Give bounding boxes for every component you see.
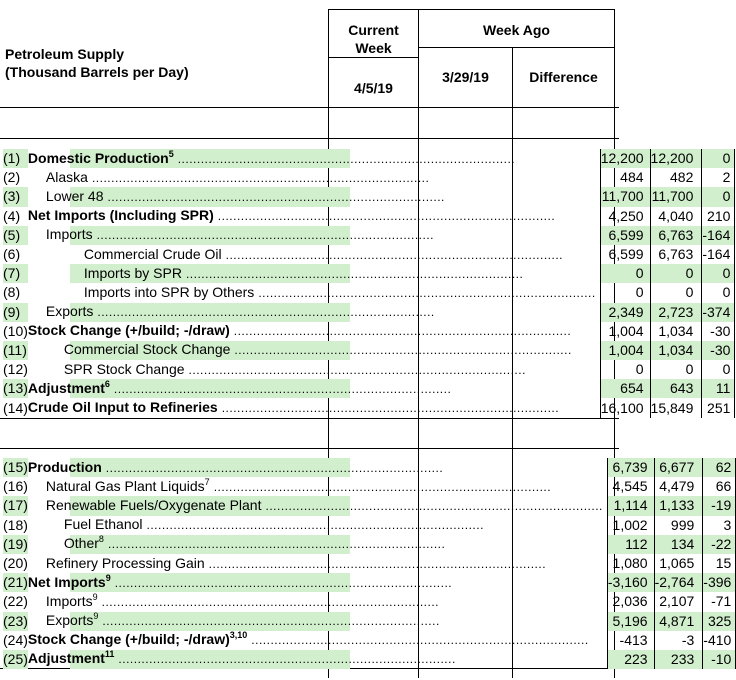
row-number: (18) bbox=[3, 516, 28, 533]
difference-value: 0 bbox=[702, 149, 735, 168]
table-row bbox=[3, 458, 736, 477]
row-label: Imports$^9$ bbox=[45, 591, 98, 609]
table-row bbox=[3, 207, 735, 226]
leader-dots: ........................................................................................ bbox=[265, 498, 603, 513]
row-number: (1) bbox=[3, 149, 28, 168]
leader-dots: ........................................................................................ bbox=[102, 614, 440, 629]
row-label-cell bbox=[28, 650, 607, 669]
table-row bbox=[3, 496, 736, 515]
current-week-value: 223 bbox=[607, 650, 654, 669]
difference-value: -374 bbox=[702, 303, 735, 322]
week-ago-value: 0 bbox=[650, 264, 702, 283]
table-row bbox=[3, 592, 736, 611]
difference-value: 3 bbox=[703, 516, 736, 535]
table-row bbox=[3, 516, 736, 535]
table-row bbox=[3, 612, 736, 631]
difference-value: 325 bbox=[703, 612, 736, 631]
week-ago-value: 4,040 bbox=[650, 207, 702, 226]
table-row bbox=[3, 168, 735, 187]
table-row bbox=[3, 477, 736, 496]
current-date: 4/5/19 bbox=[354, 80, 393, 96]
row-number: (5) bbox=[3, 226, 28, 245]
row-label-cell bbox=[28, 168, 600, 187]
row-label: Commercial Crude Oil bbox=[83, 245, 222, 262]
difference-value: -164 bbox=[702, 245, 735, 264]
current-week-value: 112 bbox=[607, 535, 654, 554]
leader-dots: ........................................................................................ bbox=[97, 305, 435, 320]
row-number: (8) bbox=[3, 284, 21, 301]
leader-dots: ........................................................................................ bbox=[225, 247, 563, 262]
difference-value: -396 bbox=[703, 573, 736, 592]
difference-value: -22 bbox=[703, 535, 736, 554]
row-label: Fuel Ethanol bbox=[63, 516, 143, 533]
current-week-value: 1,114 bbox=[607, 496, 654, 515]
leader-dots: ........................................................................................ bbox=[213, 479, 552, 494]
row-label-cell bbox=[28, 398, 600, 417]
leader-dots: ........................................................................................ bbox=[188, 362, 526, 377]
leader-dots: ........................................................................................ bbox=[208, 556, 547, 571]
week-ago-value: 15,849 bbox=[650, 398, 702, 417]
week-ago-value: 1,133 bbox=[654, 496, 703, 515]
leader-dots: ........................................................................................ bbox=[107, 537, 446, 552]
week-ago-value: 233 bbox=[654, 650, 703, 669]
difference-value: 2 bbox=[702, 168, 735, 187]
difference-value: 11 bbox=[702, 379, 735, 398]
row-label: Production bbox=[27, 458, 102, 475]
leader-dots: ........................................................................................ bbox=[91, 170, 430, 185]
row-label-cell bbox=[28, 322, 600, 341]
footnote-ref: 7 bbox=[204, 476, 210, 487]
leader-dots: ........................................................................................ bbox=[221, 401, 560, 416]
difference-value: 66 bbox=[703, 477, 736, 496]
difference-value: 0 bbox=[702, 283, 735, 302]
current-week-value: 5,196 bbox=[607, 612, 654, 631]
table-row bbox=[3, 187, 735, 206]
row-label-cell bbox=[28, 264, 600, 283]
row-label: Net Imports (Including SPR) bbox=[27, 207, 214, 224]
current-week-value: 1,002 bbox=[607, 516, 654, 535]
table-row bbox=[3, 226, 735, 245]
week-ago-value: 6,763 bbox=[650, 245, 702, 264]
difference-value: 210 bbox=[702, 207, 735, 226]
leader-dots: ........................................................................................ bbox=[114, 575, 453, 590]
row-label: SPR Stock Change bbox=[63, 360, 185, 377]
row-label: Imports by SPR bbox=[83, 264, 182, 281]
week-ago-value: 1,065 bbox=[654, 554, 703, 573]
row-number: (25) bbox=[3, 650, 28, 669]
row-label: Net Imports$^9$ bbox=[27, 572, 111, 590]
week-ago-value: 11,700 bbox=[650, 187, 702, 206]
leader-dots: ........................................................................................ bbox=[107, 189, 445, 204]
week-ago-value: 482 bbox=[650, 168, 702, 187]
row-number: (6) bbox=[3, 246, 21, 263]
table-subtitle: (Thousand Barrels per Day) bbox=[5, 64, 189, 80]
row-label: Stock Change (+/build; -/draw) bbox=[27, 322, 230, 339]
footnote-ref: 9 bbox=[92, 591, 98, 602]
table-row bbox=[3, 398, 735, 417]
current-week-value: 1,004 bbox=[600, 322, 650, 341]
table-title: Petroleum Supply bbox=[5, 46, 125, 62]
row-number: (16) bbox=[3, 478, 28, 495]
table-row bbox=[3, 360, 735, 379]
current-week-value: -3,160 bbox=[607, 573, 654, 592]
week-ago-value: 12,200 bbox=[650, 149, 702, 168]
week-ago-value: -2,764 bbox=[654, 573, 703, 592]
table-row bbox=[3, 379, 735, 398]
row-number: (17) bbox=[3, 496, 28, 515]
current-week-label: Current bbox=[348, 22, 399, 38]
row-label-cell bbox=[28, 187, 600, 206]
table-header bbox=[0, 0, 619, 108]
petroleum-products-supply-table bbox=[3, 458, 736, 669]
row-label-cell bbox=[28, 496, 607, 515]
row-label-cell bbox=[28, 207, 600, 226]
row-label: Exports$^9$ bbox=[45, 611, 99, 629]
difference-value: 0 bbox=[702, 187, 735, 206]
difference-value: 251 bbox=[702, 398, 735, 417]
row-number: (24) bbox=[3, 631, 28, 648]
difference-value: -10 bbox=[703, 650, 736, 669]
current-week-value: 654 bbox=[600, 379, 650, 398]
row-label-cell bbox=[28, 592, 607, 611]
leader-dots: ........................................................................................ bbox=[101, 594, 439, 609]
difference-value: 0 bbox=[702, 360, 735, 379]
row-label: Commercial Stock Change bbox=[63, 341, 231, 358]
difference-value: -30 bbox=[702, 322, 735, 341]
week-ago-value: 2,107 bbox=[654, 592, 703, 611]
table-row bbox=[3, 554, 736, 573]
table-row bbox=[3, 149, 735, 168]
row-label-cell bbox=[28, 360, 600, 379]
difference-label: Difference bbox=[529, 69, 598, 85]
leader-dots: ........................................................................................ bbox=[234, 343, 572, 358]
current-week-value: 484 bbox=[600, 168, 650, 187]
footnote-ref: 9 bbox=[93, 611, 99, 622]
row-label: Domestic Production$^5$ bbox=[27, 148, 174, 166]
row-label: Imports into SPR by Others bbox=[83, 283, 255, 300]
table-row bbox=[3, 341, 735, 360]
table-row bbox=[3, 650, 736, 669]
row-label: Alaska bbox=[45, 168, 88, 185]
week-ago-value: 999 bbox=[654, 516, 703, 535]
leader-dots: ........................................................................................ bbox=[96, 228, 434, 243]
week-ago-value: 1,034 bbox=[650, 322, 702, 341]
current-week-label-2: Week bbox=[355, 40, 392, 56]
row-number: (12) bbox=[3, 361, 28, 378]
week-ago-label: Week Ago bbox=[483, 22, 550, 38]
row-number: (13) bbox=[3, 379, 28, 398]
current-week-value: 6,599 bbox=[600, 226, 650, 245]
row-number: (7) bbox=[3, 264, 28, 283]
row-number: (23) bbox=[3, 612, 28, 631]
row-label: Crude Oil Input to Refineries bbox=[27, 399, 218, 416]
row-label-cell bbox=[28, 516, 607, 535]
row-label-cell bbox=[28, 245, 600, 264]
leader-dots: ........................................................................................ bbox=[118, 652, 456, 667]
row-label-cell bbox=[28, 612, 607, 631]
row-label: Stock Change (+/build; -/draw)$^{3,10}$ bbox=[27, 630, 248, 648]
table-row bbox=[3, 631, 736, 650]
week-ago-value: 4,479 bbox=[654, 477, 703, 496]
row-number: (10) bbox=[3, 322, 28, 339]
row-number: (22) bbox=[3, 593, 28, 610]
week-ago-value: 643 bbox=[650, 379, 702, 398]
leader-dots: ........................................................................................ bbox=[113, 381, 452, 396]
current-week-value: 16,100 bbox=[600, 398, 650, 417]
current-week-value: 2,036 bbox=[607, 592, 654, 611]
current-week-value: 1,004 bbox=[600, 341, 650, 360]
difference-value: 15 bbox=[703, 554, 736, 573]
difference-value: -30 bbox=[702, 341, 735, 360]
row-number: (20) bbox=[3, 555, 28, 572]
leader-dots: ........................................................................................ bbox=[233, 324, 572, 339]
row-label-cell bbox=[28, 283, 600, 302]
difference-value: -19 bbox=[703, 496, 736, 515]
row-label: Other$^8$ bbox=[63, 534, 104, 552]
current-week-value: 6,599 bbox=[600, 245, 650, 264]
row-label-cell bbox=[28, 573, 607, 592]
table-row bbox=[3, 303, 735, 322]
current-week-value: 12,200 bbox=[600, 149, 650, 168]
leader-dots: ........................................................................................ bbox=[217, 209, 556, 224]
row-number: (15) bbox=[3, 458, 28, 477]
row-label: Exports bbox=[45, 303, 94, 320]
current-week-value: -413 bbox=[607, 631, 654, 650]
footnote-ref: 6 bbox=[104, 378, 110, 389]
footnote-ref: 3,10 bbox=[229, 630, 248, 641]
row-label-cell bbox=[28, 303, 600, 322]
current-week-value: 11,700 bbox=[600, 187, 650, 206]
week-ago-value: 134 bbox=[654, 535, 703, 554]
table-row bbox=[3, 573, 736, 592]
row-number: (3) bbox=[3, 187, 28, 206]
current-week-value: 0 bbox=[600, 283, 650, 302]
row-number: (2) bbox=[3, 169, 21, 186]
week-ago-value: 6,677 bbox=[654, 458, 703, 477]
row-label: Renewable Fuels/Oxygenate Plant bbox=[45, 496, 262, 513]
row-label: Lower 48 bbox=[45, 187, 104, 204]
difference-value: -164 bbox=[702, 226, 735, 245]
row-label: Adjustment$^{11}$ bbox=[27, 649, 115, 667]
row-number: (21) bbox=[3, 573, 28, 592]
current-week-value: 1,080 bbox=[607, 554, 654, 573]
row-number: (4) bbox=[3, 207, 21, 224]
row-label-cell bbox=[28, 226, 600, 245]
row-label-cell bbox=[28, 379, 600, 398]
week-ago-value: 0 bbox=[650, 360, 702, 379]
leader-dots: ........................................................................................ bbox=[177, 151, 516, 166]
row-label: Imports bbox=[45, 226, 93, 243]
difference-value: 0 bbox=[702, 264, 735, 283]
row-number: (9) bbox=[3, 303, 28, 322]
week-ago-value: 2,723 bbox=[650, 303, 702, 322]
week-ago-value: 1,034 bbox=[650, 341, 702, 360]
week-ago-value: 0 bbox=[650, 283, 702, 302]
row-label: Refinery Processing Gain bbox=[45, 554, 205, 571]
leader-dots: ........................................................................................ bbox=[251, 633, 589, 648]
current-week-value: 0 bbox=[600, 264, 650, 283]
current-week-value: 6,739 bbox=[607, 458, 654, 477]
row-label-cell bbox=[28, 631, 607, 650]
difference-value: 62 bbox=[703, 458, 736, 477]
current-week-value: 4,545 bbox=[607, 477, 654, 496]
table-row bbox=[3, 283, 735, 302]
row-number: (11) bbox=[3, 341, 28, 360]
current-week-value: 2,349 bbox=[600, 303, 650, 322]
prior-date: 3/29/19 bbox=[442, 69, 489, 85]
row-label-cell bbox=[28, 458, 607, 477]
week-ago-value: 6,763 bbox=[650, 226, 702, 245]
current-week-value: 4,250 bbox=[600, 207, 650, 226]
row-label-cell bbox=[28, 554, 607, 573]
week-ago-value: -3 bbox=[654, 631, 703, 650]
crude-oil-supply-table bbox=[3, 149, 735, 418]
current-week-value: 0 bbox=[600, 360, 650, 379]
leader-dots: ........................................................................................ bbox=[146, 518, 484, 533]
footnote-ref: 9 bbox=[105, 572, 111, 583]
row-number: (14) bbox=[3, 399, 28, 416]
row-label: Natural Gas Plant Liquids$^7$ bbox=[45, 476, 210, 494]
difference-value: -71 bbox=[703, 592, 736, 611]
week-ago-value: 4,871 bbox=[654, 612, 703, 631]
table-row bbox=[3, 264, 735, 283]
footnote-ref: 8 bbox=[98, 534, 104, 545]
leader-dots: ........................................................................................ bbox=[105, 460, 444, 475]
row-label-cell bbox=[28, 477, 607, 496]
footnote-ref: 11 bbox=[104, 649, 115, 660]
table-row bbox=[3, 322, 735, 341]
footnote-ref: 5 bbox=[168, 148, 174, 159]
row-label: Adjustment$^6$ bbox=[27, 378, 110, 396]
difference-value: -410 bbox=[703, 631, 736, 650]
row-label-cell bbox=[28, 535, 607, 554]
table-row bbox=[3, 245, 735, 264]
row-number: (19) bbox=[3, 535, 28, 554]
row-label-cell bbox=[28, 149, 600, 168]
leader-dots: ........................................................................................ bbox=[258, 285, 596, 300]
table-row bbox=[3, 535, 736, 554]
row-label-cell bbox=[28, 341, 600, 360]
leader-dots: ........................................................................................ bbox=[185, 266, 524, 281]
